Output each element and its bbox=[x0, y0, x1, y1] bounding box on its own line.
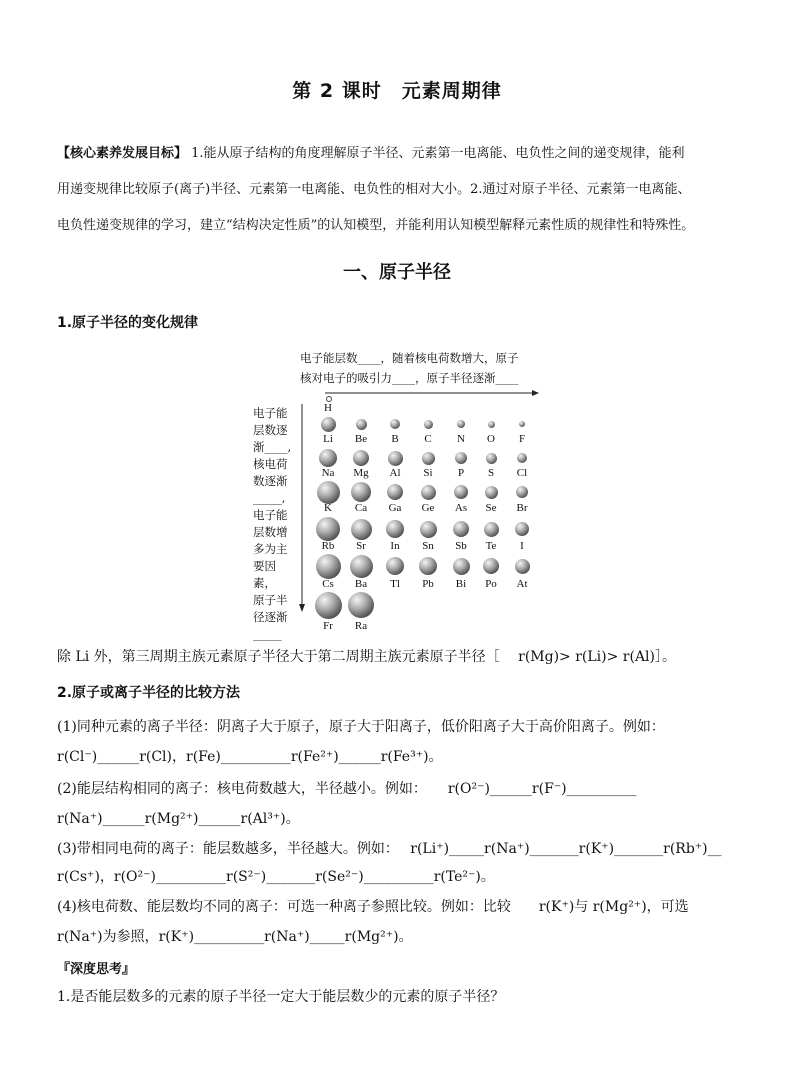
side-line: _____ bbox=[253, 627, 282, 641]
atom-ball-c bbox=[424, 420, 433, 429]
side-line: 要因素， bbox=[253, 559, 276, 590]
element-label-sr: Sr bbox=[356, 540, 366, 552]
element-label-ba: Ba bbox=[354, 578, 368, 590]
side-line: 核电荷 bbox=[253, 457, 288, 471]
method-2-example: r(Na⁺)______r(Mg²⁺)______r(Al³⁺)。 bbox=[57, 811, 300, 827]
atom-ball-bi bbox=[453, 558, 470, 575]
element-label-ge: Ge bbox=[421, 502, 435, 514]
goals-line-1 bbox=[57, 144, 742, 164]
question-1: 1.是否能层数多的元素的原子半径一定大于能层数少的元素的原子半径？ bbox=[57, 989, 505, 1005]
element-label-b: B bbox=[391, 433, 399, 445]
element-label-as: As bbox=[454, 502, 468, 514]
element-label-p: P bbox=[457, 467, 465, 479]
atom-ball-o bbox=[488, 421, 495, 428]
atom-ball-cs bbox=[316, 554, 341, 579]
atom-ball-na bbox=[319, 449, 337, 467]
goals-label: 【核心素养发展目标】 bbox=[57, 146, 188, 161]
element-label-be: Be bbox=[354, 433, 368, 445]
method-3-text: (3)带相同电荷的离子：能层数越多，半径越大。例如： r(Li⁺)_____r(Na⁺)_______r(K⁺)_______r(Rb⁺)__ bbox=[57, 841, 722, 857]
atom-ball-te bbox=[484, 522, 499, 537]
element-label-ca: Ca bbox=[354, 502, 368, 514]
element-label-na: Na bbox=[321, 467, 335, 479]
element-label-rb: Rb bbox=[321, 540, 335, 552]
element-label-tl: Tl bbox=[390, 578, 400, 590]
side-line: 渐____, bbox=[253, 440, 292, 454]
side-line: _____, bbox=[253, 491, 286, 505]
atom-ball-po bbox=[483, 558, 499, 574]
method-1-text: (1)同种元素的离子半径：阴离子大于原子，原子大于阳离子，低价阳离子大于高价阳离子。例如： bbox=[57, 719, 665, 735]
method-4-text: (4)核电荷数、能层数均不同的离子：可选一种离子参照比较。例如：比较 r(K⁺)与 r(Mg²⁺)，可选 bbox=[57, 899, 689, 915]
atom-ball-sr bbox=[351, 519, 372, 540]
element-label-n: N bbox=[457, 433, 465, 445]
side-line: 电子能 bbox=[253, 508, 288, 522]
element-label-at: At bbox=[516, 578, 528, 590]
atom-ball-pb bbox=[419, 557, 437, 575]
method-2-text: (2)能层结构相同的离子：核电荷数越大，半径越小。例如： r(O²⁻)______r(F⁻)__________ bbox=[57, 781, 637, 797]
element-label-bi: Bi bbox=[455, 578, 467, 590]
heading-radius-trend: 1.原子半径的变化规律 bbox=[57, 315, 199, 331]
atom-ball-h bbox=[326, 396, 332, 402]
atom-ball-sb bbox=[453, 521, 469, 537]
side-line: 原子半 bbox=[253, 593, 288, 607]
element-label-s: S bbox=[487, 467, 495, 479]
atom-ball-b bbox=[390, 419, 400, 429]
atom-ball-ra bbox=[348, 592, 374, 618]
atom-ball-at bbox=[515, 559, 530, 574]
atom-ball-sn bbox=[420, 521, 437, 538]
element-label-sn: Sn bbox=[422, 540, 434, 552]
element-label-ra: Ra bbox=[354, 620, 368, 632]
atom-ball-fr bbox=[315, 592, 342, 619]
element-label-br: Br bbox=[516, 502, 528, 514]
atom-ball-li bbox=[321, 417, 336, 432]
atom-ball-ca bbox=[351, 482, 371, 502]
atom-ball-si bbox=[422, 452, 435, 465]
section-title: 一、原子半径 bbox=[343, 262, 451, 283]
atom-ball-p bbox=[455, 452, 467, 464]
element-label-se: Se bbox=[485, 502, 497, 514]
element-label-sb: Sb bbox=[455, 540, 467, 552]
side-line: 电子能 bbox=[253, 406, 288, 420]
atom-ball-br bbox=[516, 486, 528, 498]
atom-ball-ga bbox=[387, 484, 403, 500]
method-1-example: r(Cl⁻)______r(Cl)，r(Fe)__________r(Fe²⁺)______r(Fe³⁺)。 bbox=[57, 749, 443, 765]
heading-compare-methods: 2.原子或离子半径的比较方法 bbox=[57, 685, 241, 701]
element-label-si: Si bbox=[423, 467, 433, 479]
element-label-h: H bbox=[324, 402, 332, 414]
element-label-cs: Cs bbox=[322, 578, 334, 590]
side-line: 层数增 bbox=[253, 525, 288, 539]
side-line: 多为主 bbox=[253, 542, 288, 556]
atom-ball-tl bbox=[386, 557, 404, 575]
atom-ball-as bbox=[454, 485, 468, 499]
element-label-pb: Pb bbox=[422, 578, 434, 590]
atom-ball-ge bbox=[421, 485, 436, 500]
element-label-li: Li bbox=[323, 433, 333, 445]
side-line: 层数逐 bbox=[253, 423, 288, 437]
atom-ball-rb bbox=[316, 517, 340, 541]
atom-ball-k bbox=[317, 481, 340, 504]
atom-ball-f bbox=[519, 421, 525, 427]
element-label-i: I bbox=[520, 540, 524, 552]
atom-ball-ba bbox=[350, 555, 373, 578]
side-line: 数逐渐 bbox=[253, 474, 288, 488]
atom-ball-se bbox=[485, 486, 498, 499]
element-label-c: C bbox=[424, 433, 432, 445]
element-label-o: O bbox=[487, 433, 495, 445]
atom-ball-s bbox=[486, 453, 497, 464]
figure-caption-2: 核对电子的吸引力____，原子半径逐渐____ bbox=[300, 371, 519, 385]
method-4-example: r(Na⁺)为参照，r(K⁺)__________r(Na⁺)_____r(Mg²⁺)。 bbox=[57, 929, 413, 945]
method-3-example: r(Cs⁺)，r(O²⁻)__________r(S²⁻)_______r(Se²⁻)__________r(Te²⁻)。 bbox=[57, 869, 495, 885]
horizontal-arrow-head bbox=[532, 390, 539, 396]
goals-text-1: 1.能从原子结构的角度理解原子半径、元素第一电离能、电负性之间的递变规律，能利 bbox=[191, 146, 685, 161]
side-line: 径逐渐 bbox=[253, 610, 288, 624]
figure-caption-1: 电子能层数____，随着核电荷数增大，原子 bbox=[300, 351, 519, 365]
atom-ball-be bbox=[356, 419, 367, 430]
goals-line-3: 电负性递变规律的学习，建立“结构决定性质”的认知模型，并能利用认知模型解释元素性质的规律性和特殊性。 bbox=[57, 218, 695, 233]
atom-ball-in bbox=[386, 520, 404, 538]
deep-think-label: 『深度思考』 bbox=[57, 962, 136, 977]
atom-ball-i bbox=[515, 522, 529, 536]
lesson-title: 第 2 课时 元素周期律 bbox=[292, 80, 502, 102]
element-label-fr: Fr bbox=[323, 620, 333, 632]
goals-line-2: 用递变规律比较原子(离子)半径、元素第一电离能、电负性的相对大小。2.通过对原子半径、元素第一电离能、 bbox=[57, 182, 691, 197]
note-line: 除 Li 外，第三周期主族元素原子半径大于第二周期主族元素原子半径［ r(Mg)> r(Li)> r(Al)］。 bbox=[57, 649, 676, 665]
atom-ball-al bbox=[388, 451, 403, 466]
figure-side-text bbox=[253, 405, 297, 643]
element-label-ga: Ga bbox=[388, 502, 402, 514]
atom-ball-n bbox=[457, 420, 465, 428]
element-label-in: In bbox=[390, 540, 400, 552]
element-label-po: Po bbox=[485, 578, 497, 590]
element-label-mg: Mg bbox=[353, 467, 369, 479]
element-label-k: K bbox=[324, 502, 332, 514]
element-label-cl: Cl bbox=[516, 467, 528, 479]
atom-ball-mg bbox=[353, 450, 369, 466]
element-label-al: Al bbox=[389, 467, 401, 479]
element-label-f: F bbox=[518, 433, 526, 445]
vertical-arrow-head bbox=[299, 604, 305, 612]
atom-ball-cl bbox=[517, 453, 527, 463]
element-label-te: Te bbox=[485, 540, 497, 552]
